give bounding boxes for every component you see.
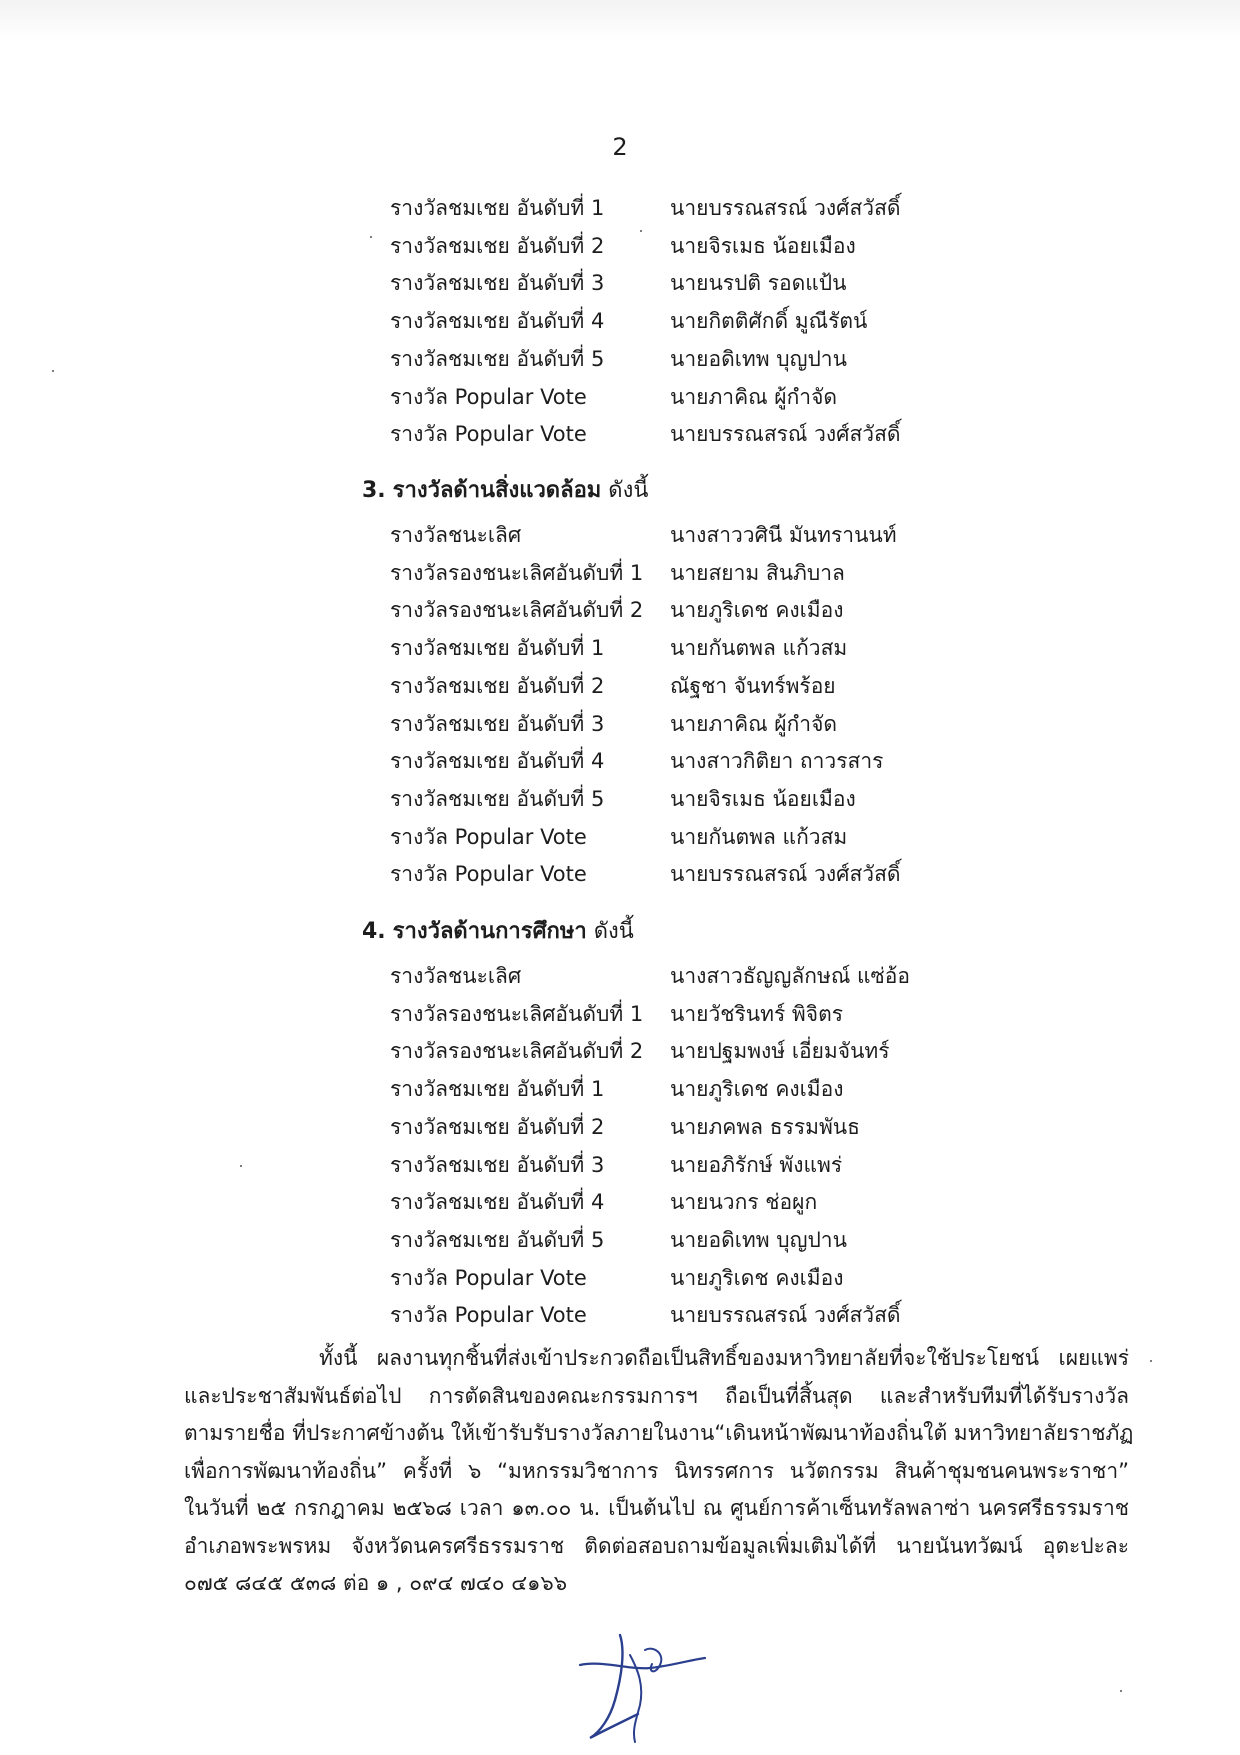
award-title: รางวัลชมเชย อันดับที่ 3 <box>390 271 605 296</box>
award-title: รางวัลชมเชย อันดับที่ 4 <box>390 749 605 774</box>
award-title: รางวัลชมเชย อันดับที่ 4 <box>390 1190 605 1215</box>
award-title: รางวัลชมเชย อันดับที่ 5 <box>390 1227 605 1252</box>
section-number: 3. <box>362 478 386 503</box>
winner-name: นายอดิเทพ บุญปาน <box>670 346 847 371</box>
award-title: รางวัล Popular Vote <box>390 384 587 409</box>
award-row <box>0 958 1240 994</box>
award-row <box>0 668 1240 704</box>
award-title: รางวัลชมเชย อันดับที่ 5 <box>390 786 605 811</box>
award-title: รางวัลชมเชย อันดับที่ 4 <box>390 309 605 334</box>
award-row <box>0 819 1240 855</box>
scan-speck <box>240 1165 242 1167</box>
award-row <box>0 1184 1240 1220</box>
closing-line: และประชาสัมพันธ์ต่อไป การตัดสินของคณะกรรมการฯ ถือเป็นที่สิ้นสุด และสำหรับทีมที่ได้รับรางวัล <box>184 1383 1129 1408</box>
scan-speck <box>52 370 54 372</box>
winner-name: นายอดิเทพ บุญปาน <box>670 1227 847 1252</box>
award-title: รางวัลชมเชย อันดับที่ 1 <box>390 636 605 661</box>
award-row <box>0 1297 1240 1333</box>
winner-name: นางสาวกิติยา ถาวรสาร <box>670 749 884 774</box>
award-row <box>0 265 1240 301</box>
closing-line: ทั้งนี้ ผลงานทุกชิ้นที่ส่งเข้าประกวดถือเป็นสิทธิ์ของมหาวิทยาลัยที่จะใช้ประโยชน์ เผยแพร่ <box>319 1346 1129 1370</box>
award-row <box>0 228 1240 264</box>
winner-name: ณัฐชา จันทร์พร้อย <box>670 673 836 698</box>
award-title: รางวัล Popular Vote <box>390 862 587 887</box>
award-row <box>0 341 1240 377</box>
section-title: รางวัลด้านสิ่งแวดล้อม <box>392 478 602 503</box>
award-row <box>0 1260 1240 1296</box>
award-row <box>0 379 1240 415</box>
award-title: รางวัลชมเชย อันดับที่ 3 <box>390 711 605 736</box>
winner-name: นายจิรเมธ น้อยเมือง <box>670 786 856 811</box>
winner-name: นายภาคิณ ผู้กำจัด <box>670 384 838 409</box>
closing-line: เพื่อการพัฒนาท้องถิ่น” ครั้งที่ ๖ “มหกรรมวิชาการ นิทรรศการ นวัตกรรม สินค้าชุมชนคนพระราชา” <box>184 1458 1129 1483</box>
section-suffix: ดังนี้ <box>608 478 649 503</box>
award-title: รางวัลรองชนะเลิศอันดับที่ 2 <box>390 1039 644 1064</box>
winner-name: นายภูริเดช คงเมือง <box>670 1077 844 1102</box>
winner-name: นายวัชรินทร์ พิจิตร <box>670 1001 843 1026</box>
award-row <box>0 190 1240 226</box>
award-row <box>0 630 1240 666</box>
award-title: รางวัลรองชนะเลิศอันดับที่ 1 <box>390 1001 644 1026</box>
section-title: รางวัลด้านการศึกษา <box>392 919 587 944</box>
award-row <box>0 781 1240 817</box>
award-row <box>0 303 1240 339</box>
award-row <box>0 1147 1240 1183</box>
closing-line: ในวันที่ ๒๕ กรกฎาคม ๒๕๖๘ เวลา ๑๓.๐๐ น. เป็นต้นไป ณ ศูนย์การค้าเซ็นทรัลพลาซ่า นครศรีธรรมราช <box>184 1496 1129 1520</box>
award-row <box>0 1071 1240 1107</box>
scan-edge-shading <box>0 0 1240 40</box>
signature-icon <box>560 1630 710 1745</box>
winner-name: นายจิรเมธ น้อยเมือง <box>670 233 856 258</box>
award-title: รางวัลชมเชย อันดับที่ 1 <box>390 1077 605 1102</box>
winner-name: นายบรรณสรณ์ วงศ์สวัสดิ์ <box>670 1303 901 1328</box>
award-row <box>0 517 1240 553</box>
section-number: 4. <box>362 919 386 944</box>
winner-name: นายภูริเดช คงเมือง <box>670 1265 844 1290</box>
winner-name: นายบรรณสรณ์ วงศ์สวัสดิ์ <box>670 196 901 220</box>
award-title: รางวัลชมเชย อันดับที่ 2 <box>390 233 605 258</box>
winner-name: นางสาวธัญญลักษณ์ แซ่อ้อ <box>670 964 911 988</box>
scan-speck <box>1120 1690 1122 1692</box>
award-title: รางวัล Popular Vote <box>390 1265 587 1290</box>
award-row <box>0 706 1240 742</box>
award-row <box>0 592 1240 628</box>
scan-speck <box>370 236 372 238</box>
winner-name: นางสาววศินี มันทรานนท์ <box>670 523 897 547</box>
winner-name: นายภคพล ธรรมพันธ <box>670 1114 860 1139</box>
award-title: รางวัลชมเชย อันดับที่ 3 <box>390 1152 605 1177</box>
winner-name: นายปฐมพงษ์ เอี่ยมจันทร์ <box>670 1039 890 1064</box>
winner-name: นายอภิรักษ์ พังแพร่ <box>670 1152 843 1177</box>
section-suffix: ดังนี้ <box>593 919 634 944</box>
award-title: รางวัล Popular Vote <box>390 422 587 447</box>
winner-name: นายบรรณสรณ์ วงศ์สวัสดิ์ <box>670 422 901 447</box>
award-row <box>0 1222 1240 1258</box>
award-row <box>0 1033 1240 1069</box>
closing-line: ๐๗๕ ๘๔๕ ๕๓๘ ต่อ ๑ , ๐๙๔ ๗๔๐ ๔๑๖๖ <box>184 1571 568 1595</box>
award-title: รางวัล Popular Vote <box>390 824 587 849</box>
winner-name: นายสยาม สินภิบาล <box>670 560 845 585</box>
award-row <box>0 555 1240 591</box>
award-title: รางวัลชมเชย อันดับที่ 5 <box>390 346 605 371</box>
closing-line: อำเภอพระพรหม จังหวัดนครศรีธรรมราช ติดต่อสอบถามข้อมูลเพิ่มเติมได้ที่ นายนันทวัฒน์ อุตะปะละ <box>184 1533 1129 1558</box>
award-row <box>0 1109 1240 1145</box>
award-title: รางวัลชมเชย อันดับที่ 1 <box>390 196 605 220</box>
award-title: รางวัลชนะเลิศ <box>390 523 522 547</box>
award-title: รางวัลชนะเลิศ <box>390 964 522 988</box>
award-row <box>0 996 1240 1032</box>
award-row <box>0 743 1240 779</box>
award-title: รางวัลรองชนะเลิศอันดับที่ 1 <box>390 560 644 585</box>
closing-line: ตามรายชื่อ ที่ประกาศข้างต้น ให้เข้ารับรับรางวัลภายในงาน“เดินหน้าพัฒนาท้องถิ่นใต้ มหาวิทยาลัยราชภัฏ <box>184 1421 1134 1445</box>
winner-name: นายกันตพล แก้วสม <box>670 824 848 849</box>
award-title: รางวัล Popular Vote <box>390 1303 587 1328</box>
award-row <box>0 416 1240 452</box>
winner-name: นายภูริเดช คงเมือง <box>670 598 844 623</box>
scan-speck <box>1150 1360 1152 1362</box>
winner-name: นายบรรณสรณ์ วงศ์สวัสดิ์ <box>670 862 901 887</box>
award-title: รางวัลชมเชย อันดับที่ 2 <box>390 673 605 698</box>
section-4-heading <box>362 914 634 950</box>
winner-name: นายภาคิณ ผู้กำจัด <box>670 711 838 736</box>
winner-name: นายนวกร ช่อผูก <box>670 1190 818 1215</box>
winner-name: นายนรปติ รอดแป้น <box>670 271 847 296</box>
section-3-heading <box>362 473 648 509</box>
award-title: รางวัลชมเชย อันดับที่ 2 <box>390 1114 605 1139</box>
award-row <box>0 856 1240 892</box>
winner-name: นายกิตติศักดิ์ มูณีรัตน์ <box>670 309 868 334</box>
award-title: รางวัลรองชนะเลิศอันดับที่ 2 <box>390 598 644 623</box>
scan-speck <box>640 230 642 232</box>
winner-name: นายกันตพล แก้วสม <box>670 636 848 661</box>
page-number: 2 <box>612 133 628 161</box>
